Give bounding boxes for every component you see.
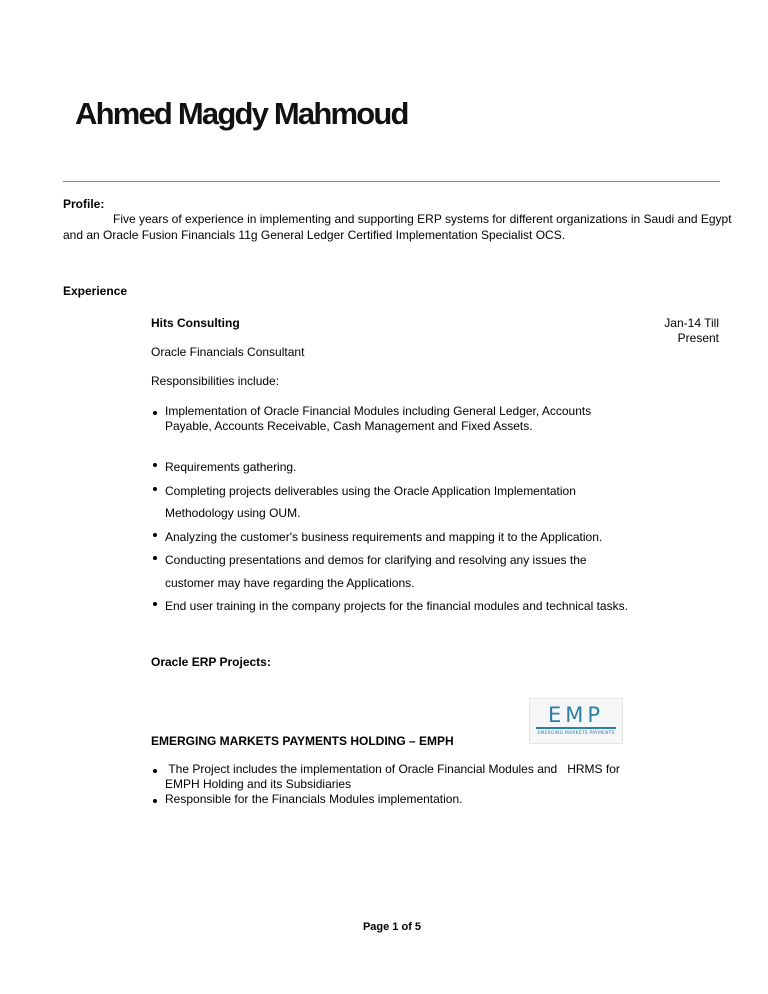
emp-logo (529, 698, 623, 744)
responsibility-item: End user training in the company projects for the financial modules and technical tasks. (151, 595, 631, 618)
emp-logo-tagline: EMERGING MARKETS PAYMENTS (537, 731, 615, 736)
responsibility-item: Requirements gathering. (151, 456, 631, 479)
project-detail-item: Responsible for the Financials Modules implementation. (151, 792, 631, 807)
experience-heading: Experience (63, 284, 128, 298)
project-detail-item: The Project includes the implementation of Oracle Financial Modules and HRMS for EMPH Holding and its Subsidiaries (151, 762, 631, 792)
employment-dates (560, 316, 719, 346)
project-title: EMERGING MARKETS PAYMENTS HOLDING – EMPH (151, 734, 454, 748)
projects-heading: Oracle ERP Projects: (151, 655, 271, 669)
job-title: Oracle Financials Consultant (151, 345, 305, 359)
responsibility-item: Conducting presentations and demos for clarifying and resolving any issues the customer may have regarding the Applications. (151, 549, 631, 594)
employment-dates-start: Jan-14 Till (664, 316, 719, 330)
employment-dates-end: Present (677, 331, 719, 345)
responsibility-item: Implementation of Oracle Financial Modules including General Ledger, Accounts Payable, Accounts Receivable, Cash Management and Fixed Assets. (151, 404, 631, 434)
responsibility-item: Analyzing the customer's business requirements and mapping it to the Application. (151, 526, 631, 549)
emp-logo-bar (536, 727, 616, 729)
company-name: Hits Consulting (151, 316, 240, 330)
responsibilities-list (151, 456, 631, 619)
resume-name: Ahmed Magdy Mahmoud (75, 96, 408, 131)
profile-summary: Five years of experience in implementing and supporting ERP systems for different organizations in Saudi and Egypt and an Oracle Fusion Financials 11g General Ledger Certified Implementation Specialist OCS. (63, 212, 732, 242)
project-details-list (151, 762, 631, 807)
header-divider (63, 181, 720, 182)
profile-heading: Profile: (63, 197, 105, 211)
emp-logo-wordmark: EMP (547, 703, 605, 727)
responsibilities-heading: Responsibilities include: (151, 374, 280, 388)
responsibilities-list-primary (151, 404, 631, 434)
responsibility-item: Completing projects deliverables using the Oracle Application Implementation Methodology using OUM. (151, 480, 631, 525)
page-number: Page 1 of 5 (362, 921, 422, 933)
